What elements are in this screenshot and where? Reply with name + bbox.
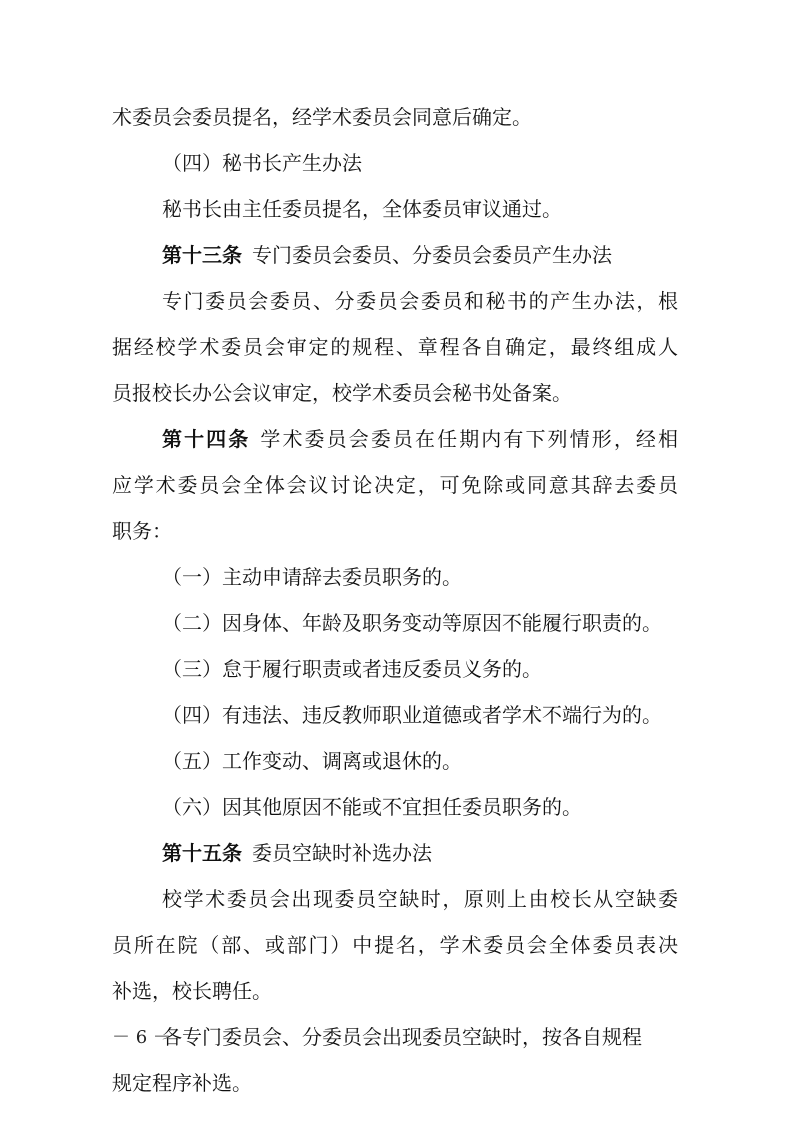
article-15-text: 委员空缺时补选办法 [252,841,432,865]
list-item-5: （五）工作变动、调离或退休的。 [162,749,462,773]
body-line-1: 术委员会委员提名，经学术委员会同意后确定。 [112,105,532,129]
list-item-4: （四）有违法、违反教师职业道德或者学术不端行为的。 [162,703,662,727]
article-15-title: 第十五条 [162,841,242,865]
list-item-1: （一）主动申请辞去委员职务的。 [162,565,462,589]
article-14-text-line-3: 职务： [112,519,172,543]
article-14-text-line-2: 应学术委员会全体会议讨论决定，可免除或同意其辞去委员 [112,473,678,497]
article-13-title: 第十三条 [162,243,242,267]
list-item-3: （三）怠于履行职责或者违反委员义务的。 [162,657,542,681]
article-15-heading [162,830,678,876]
article-13-heading [162,232,678,278]
article-13-body-line-2: 据经校学术委员会审定的规程、章程各自确定，最终组成人 [112,335,678,359]
list-item-6: （六）因其他原因不能或不宜担任委员职务的。 [162,795,582,819]
article-15-body-line-1: 校学术委员会出现委员空缺时，原则上由校长从空缺委 [162,887,678,911]
list-item-2: （二）因身体、年龄及职务变动等原因不能履行职责的。 [162,611,662,635]
article-14-heading-line [162,416,678,462]
article-15-body-line-4: 各专门委员会、分委员会出现委员空缺时，按各自规程 [162,1025,642,1049]
body-line-secretary-general: 秘书长由主任委员提名，全体委员审议通过。 [162,197,562,221]
section-heading-secretary-general: （四）秘书长产生办法 [162,151,362,175]
article-13-text: 专门委员会委员、分委员会委员产生办法 [252,243,612,267]
article-13-body-line-3: 员报校长办公会议审定，校学术委员会秘书处备案。 [112,381,572,405]
page-number: － 6 － [112,1027,171,1048]
article-15-body-line-3: 补选，校长聘任。 [112,979,272,1003]
article-14-text-line-1: 学术委员会委员在任期内有下列情形，经相 [260,427,679,451]
article-14-title: 第十四条 [162,427,251,451]
article-15-body-line-5: 规定程序补选。 [112,1071,252,1095]
article-13-body-line-1: 专门委员会委员、分委员会委员和秘书的产生办法，根 [162,289,678,313]
article-15-body-line-2: 员所在院（部、或部门）中提名，学术委员会全体委员表决 [112,933,678,957]
